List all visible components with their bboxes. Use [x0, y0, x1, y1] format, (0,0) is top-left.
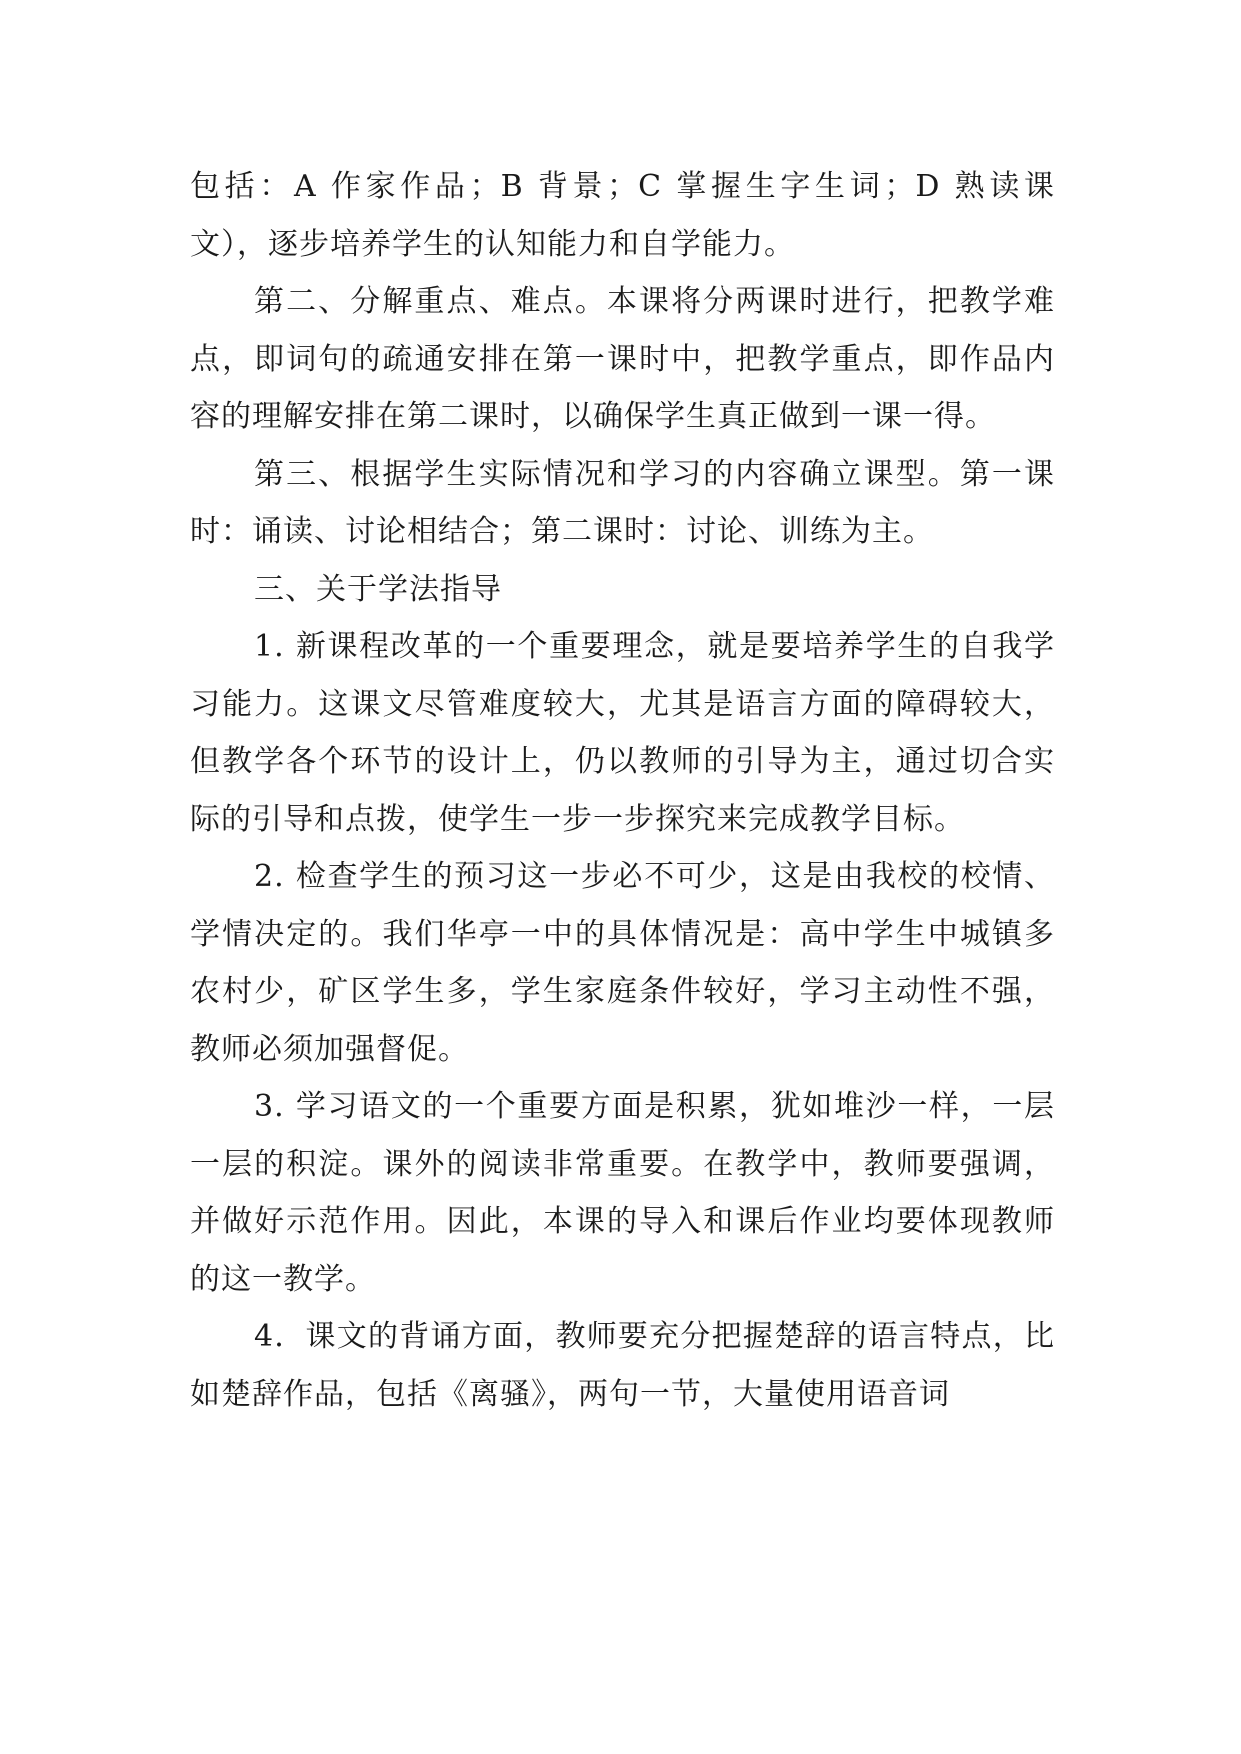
- paragraph-item-4: 4．课文的背诵方面，教师要充分把握楚辞的语言特点，比如楚辞作品，包括《离骚》，两句一节，大量使用语音词: [190, 1319, 1055, 1412]
- paragraph-item-1: 1. 新课程改革的一个重要理念，就是要培养学生的自我学习能力。这课文尽管难度较大，尤其是语言方面的障碍较大，但教学各个环节的设计上，仍以教师的引导为主，通过切合实际的引导和点拨，使学生一步一步探究来完成教学目标。: [190, 629, 1055, 837]
- paragraph-item-3: 3. 学习语文的一个重要方面是积累，犹如堆沙一样，一层一层的积淀。课外的阅读非常重要。在教学中，教师要强调，并做好示范作用。因此，本课的导入和课后作业均要体现教师的这一教学。: [190, 1089, 1055, 1297]
- paragraph-second-point: 第二、分解重点、难点。本课将分两课时进行，把教学难点，即词句的疏通安排在第一课时中，把教学重点，即作品内容的理解安排在第二课时，以确保学生真正做到一课一得。: [190, 284, 1055, 434]
- paragraph-prep-items: 包括：A 作家作品；B 背景；C 掌握生字生词；D 熟读课文），逐步培养学生的认知能力和自学能力。: [190, 169, 1055, 262]
- paragraph-item-2: 2. 检查学生的预习这一步必不可少，这是由我校的校情、学情决定的。我们华亭一中的具体情况是：高中学生中城镇多农村少，矿区学生多，学生家庭条件较好，学习主动性不强，教师必须加强督促。: [190, 859, 1055, 1067]
- document-body: [190, 158, 1055, 1423]
- paragraph-third-point: 第三、根据学生实际情况和学习的内容确立课型。第一课时：诵读、讨论相结合；第二课时：讨论、训练为主。: [190, 456, 1055, 549]
- section-heading-study-guidance: 三、关于学法指导: [254, 571, 502, 607]
